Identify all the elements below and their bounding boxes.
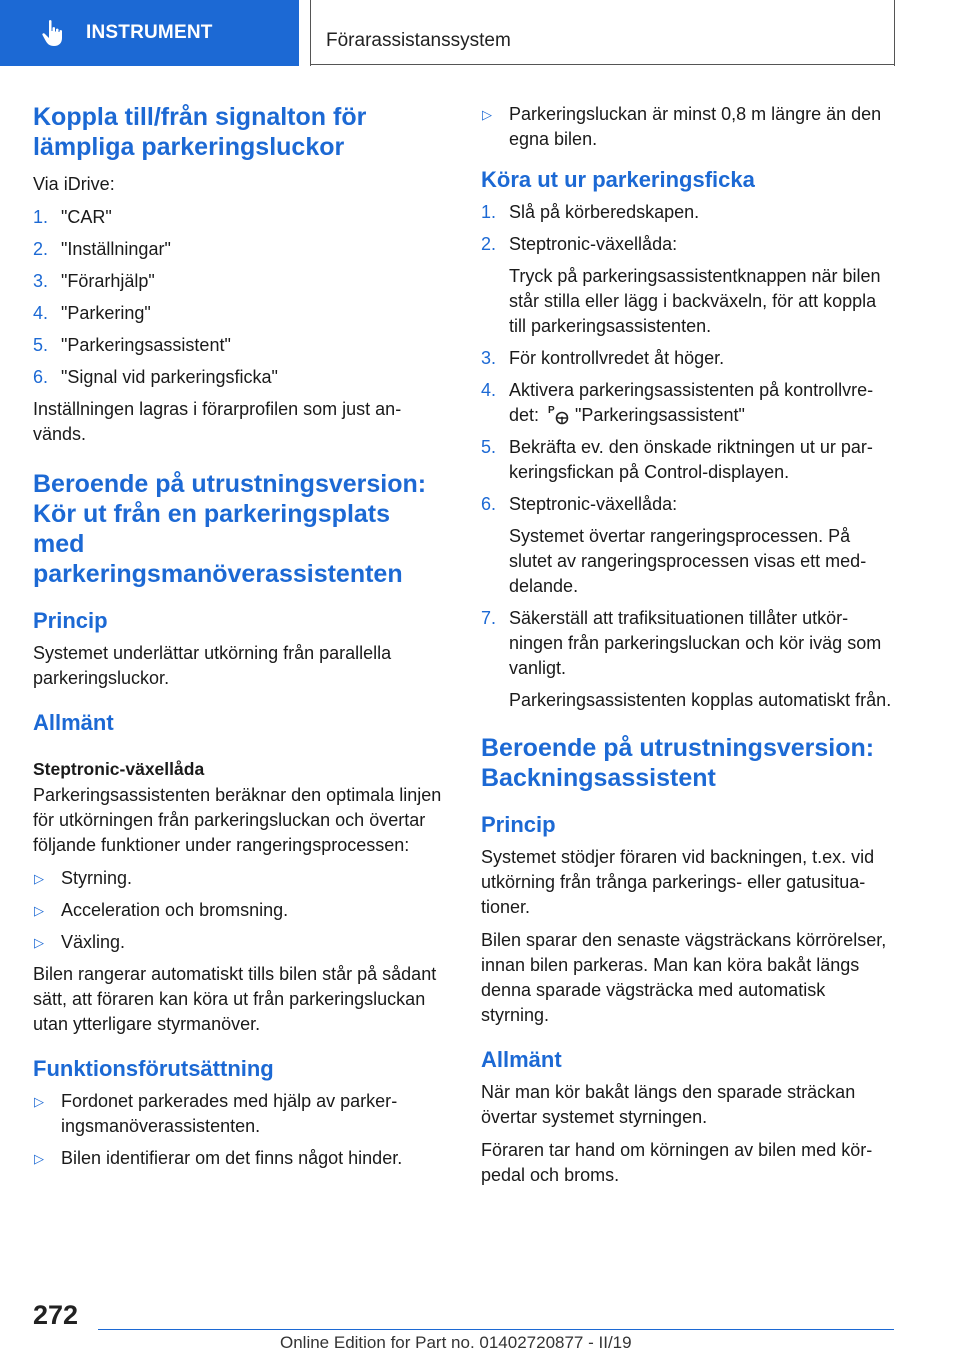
kora-ut-steps-list <box>481 200 896 713</box>
list-item <box>33 866 445 891</box>
header-underline <box>310 64 895 65</box>
chapter-tab <box>0 0 299 66</box>
list-item <box>481 346 896 371</box>
step-number: 5. <box>481 437 497 457</box>
via-idrive-text: Via iDrive: <box>33 174 115 194</box>
step-text-pre: Aktivera parkeringsassistenten på kontrollvredet: <box>509 380 874 425</box>
step-text: Steptronic-växellåda: <box>509 234 678 254</box>
steptronic-text: Parkeringsassistenten beräknar den optimala linjen för utkörningen från parkeringsluckan och övertar följande funktioner under rangeringsprocessen: <box>33 785 442 855</box>
svg-text:P: P <box>548 405 555 416</box>
step-number: 2. <box>481 234 497 254</box>
allmant-text-2: Föraren tar hand om körningen av bilen med körpedal och broms. <box>481 1140 873 1185</box>
princip-text-1: Systemet stödjer föraren vid backningen, t.ex. vid utkörning från trånga parkerings- eller gatusituationer. <box>481 847 875 917</box>
step-subtext: Tryck på parkeringsassistentknappen när bilen står stilla eller lägg i backväxeln, för att koppla till parkeringsassistenten. <box>509 266 881 336</box>
list-item <box>33 205 445 230</box>
header-divider-right <box>894 0 895 66</box>
left-column <box>33 102 445 1178</box>
heading-kora-ut: Köra ut ur parkeringsficka <box>481 167 755 192</box>
step-text: Steptronic-växellåda: <box>509 494 678 514</box>
stored-text: Inställningen lagras i förarprofilen som just används. <box>33 399 402 444</box>
header-divider <box>310 0 311 66</box>
step-number: 1. <box>33 207 49 227</box>
list-item <box>33 898 445 923</box>
rangerar-text: Bilen rangerar automatiskt tills bilen står på sådant sätt, att föraren kan köra ut från parkeringsluckan utan ytterligare styrmanöver. <box>33 964 437 1034</box>
signal-steps-list <box>33 205 445 390</box>
heading-princip: Princip <box>33 608 108 633</box>
heading-backning: Beroende på utrustningsversion: Backningsassistent <box>481 734 875 792</box>
bullet-text: Växling. <box>61 932 126 952</box>
heading-version: Beroende på utrustningsversion: Kör ut från en parkeringsplats med parkeringsmanöverassistenten <box>33 470 427 588</box>
step-subtext: Systemet övertar rangeringsprocessen. På slutet av rangeringsprocessen visas ett meddelande. <box>509 526 867 596</box>
step-number: 3. <box>33 271 49 291</box>
section-title: Förarassistanssystem <box>326 30 511 51</box>
triangle-right-icon: ▷ <box>482 107 492 122</box>
heading-steptronic: Steptronic-växellåda <box>33 759 205 779</box>
princip-text-2: Bilen sparar den senaste vägsträckans körrörelser, innan bilen parkeras. Man kan köra bakåt längs denna sparade vägsträcka med automatisk styrning. <box>481 930 887 1025</box>
list-item <box>33 930 445 955</box>
step-text: "Inställningar" <box>61 239 171 259</box>
list-item <box>33 301 445 326</box>
conditions-list <box>33 1089 445 1171</box>
bullet-text: Fordonet parkerades med hjälp av parkeringsmanöverassistenten. <box>61 1091 398 1136</box>
footer-divider <box>98 1329 894 1330</box>
step-number: 1. <box>481 202 497 222</box>
list-item <box>33 1089 445 1139</box>
page-number: 272 <box>33 1300 79 1330</box>
list-item <box>33 237 445 262</box>
step-text: "Förarhjälp" <box>61 271 155 291</box>
conditions-continued-list <box>481 102 896 152</box>
step-number: 7. <box>481 608 497 628</box>
edition-text: Online Edition for Part no. 01402720877 - II/19 <box>280 1333 632 1352</box>
step-text: "Signal vid parkeringsficka" <box>61 367 278 387</box>
page-header <box>0 0 960 66</box>
step-text: "Parkeringsassistent" <box>61 335 231 355</box>
step-number: 4. <box>481 380 497 400</box>
step-number: 5. <box>33 335 49 355</box>
list-item <box>33 365 445 390</box>
triangle-right-icon: ▷ <box>34 1151 44 1166</box>
allmant-text-1: När man kör bakåt längs den sparade sträckan övertar systemet styrningen. <box>481 1082 856 1127</box>
step-text: Slå på körberedskapen. <box>509 202 700 222</box>
heading-princip: Princip <box>481 812 556 837</box>
list-item <box>481 606 896 713</box>
heading-allmant: Allmänt <box>33 710 114 735</box>
step-number: 6. <box>481 494 497 514</box>
list-item <box>481 232 896 339</box>
triangle-right-icon: ▷ <box>34 903 44 918</box>
list-item <box>481 378 896 428</box>
step-subtext: Parkeringsassistenten kopplas automatiskt från. <box>509 690 892 710</box>
list-item <box>33 333 445 358</box>
heading-signal: Koppla till/från signalton för lämpliga parkeringsluckor <box>33 103 367 161</box>
list-item <box>481 200 896 225</box>
bullet-text: Styrning. <box>61 868 133 888</box>
list-item <box>481 492 896 599</box>
hand-pointer-icon <box>38 18 68 48</box>
princip-text: Systemet underlättar utkörning från parallella parkeringsluckor. <box>33 643 392 688</box>
step-number: 6. <box>33 367 49 387</box>
step-number: 3. <box>481 348 497 368</box>
list-item <box>33 269 445 294</box>
heading-funktion: Funktionsförutsättning <box>33 1056 274 1081</box>
right-column <box>481 102 896 1196</box>
step-text: För kontrollvredet åt höger. <box>509 348 725 368</box>
list-item <box>481 102 896 152</box>
step-text: "CAR" <box>61 207 112 227</box>
functions-list <box>33 866 445 955</box>
bullet-text: Parkeringsluckan är minst 0,8 m längre än den egna bilen. <box>509 104 882 149</box>
step-text-post: "Parkeringsassistent" <box>575 405 745 425</box>
list-item <box>33 1146 445 1171</box>
step-text: "Parkering" <box>61 303 151 323</box>
step-text: Säkerställ att trafiksituationen tillåter utkörningen från parkeringsluckan och kör iväg som vanligt. <box>509 608 882 678</box>
triangle-right-icon: ▷ <box>34 1094 44 1109</box>
chapter-tab-label: INSTRUMENT <box>86 22 213 43</box>
step-number: 4. <box>33 303 49 323</box>
parking-assistant-icon <box>547 403 571 425</box>
triangle-right-icon: ▷ <box>34 935 44 950</box>
triangle-right-icon: ▷ <box>34 871 44 886</box>
step-number: 2. <box>33 239 49 259</box>
step-text: Bekräfta ev. den önskade riktningen ut ur parkeringsfickan på Control-displayen. <box>509 437 873 482</box>
list-item <box>481 435 896 485</box>
bullet-text: Bilen identifierar om det finns något hinder. <box>61 1148 403 1168</box>
heading-allmant: Allmänt <box>481 1047 562 1072</box>
bullet-text: Acceleration och bromsning. <box>61 900 289 920</box>
